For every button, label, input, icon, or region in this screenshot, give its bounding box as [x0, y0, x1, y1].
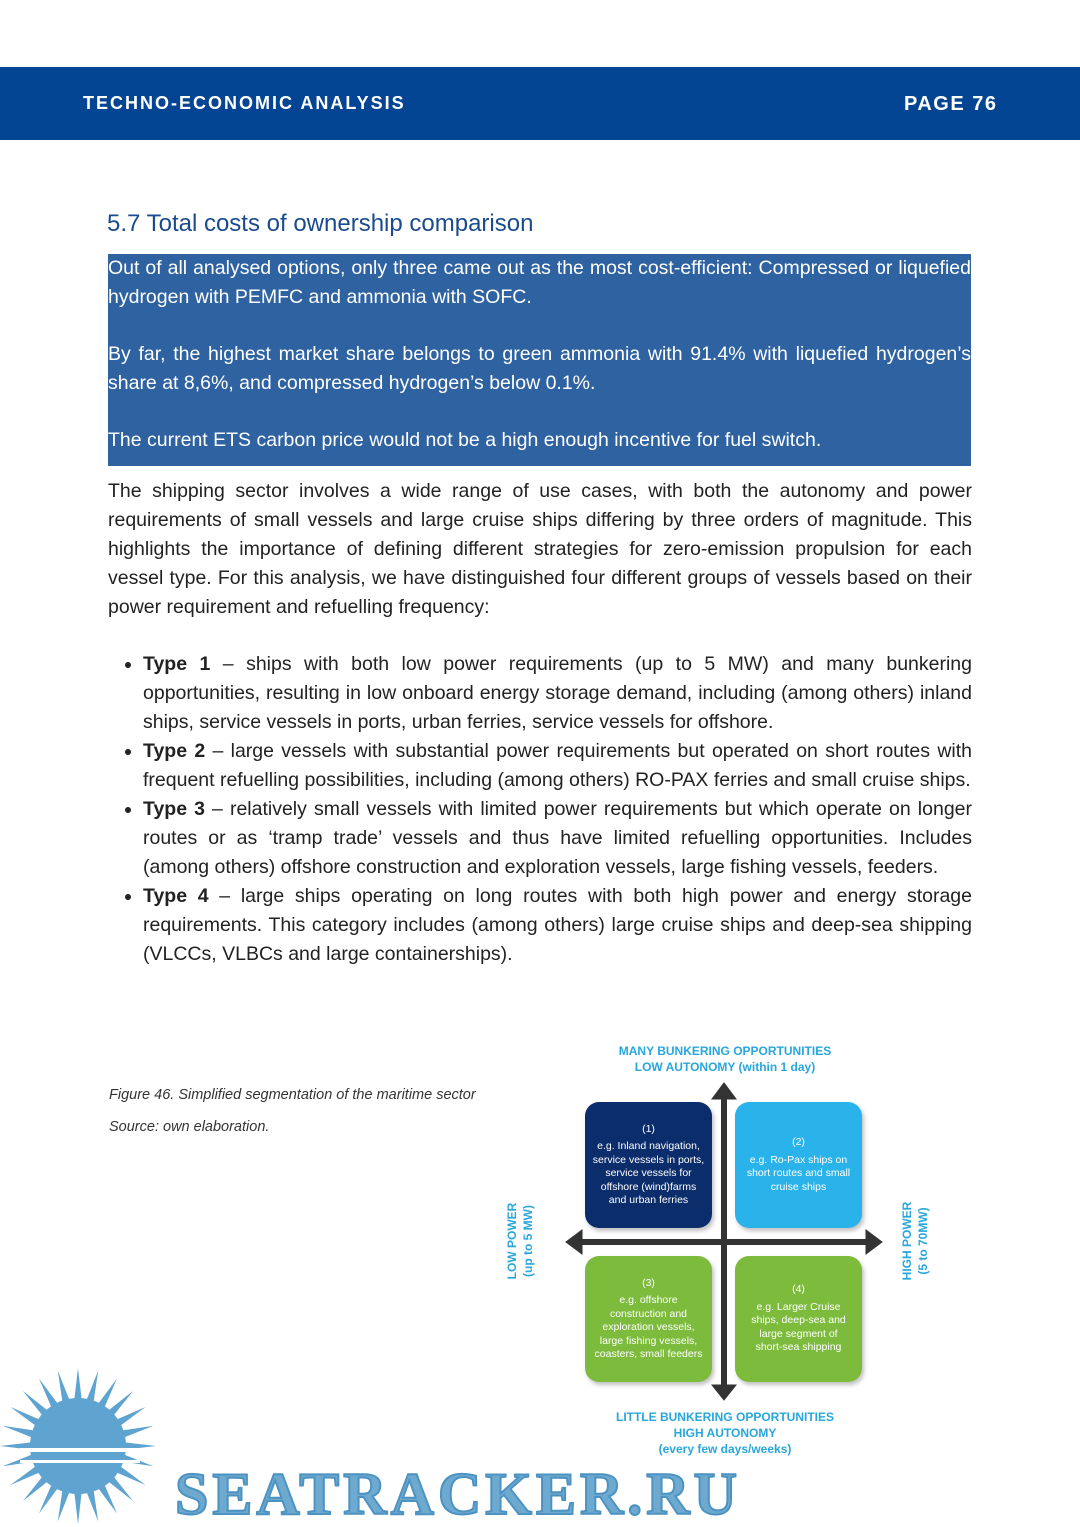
type-label: Type 4	[143, 885, 209, 907]
bottom-axis-label	[590, 1409, 860, 1457]
sun-ray	[58, 1371, 71, 1405]
label-line: (every few days/weeks)	[658, 1442, 792, 1456]
sun-ray	[10, 1464, 42, 1485]
sun-ray	[23, 1474, 50, 1501]
sun-ray	[0, 1442, 34, 1450]
label-line: LITTLE BUNKERING OPPORTUNITIES	[615, 1410, 834, 1424]
arrow-right-icon	[866, 1230, 882, 1254]
type-text: – relatively small vessels with limited power requirements but which operate on longer routes or as ‘tramp trade’ vessels and thus have limited refuelling opportunities. Includes (among others) offshore construction and exploration vessels, large fishing vessels, feeders.	[143, 798, 973, 878]
figure-caption: Figure 46. Simplified segmentation of the maritime sector	[109, 1087, 476, 1103]
sun-ray	[10, 1407, 42, 1428]
label-line: LOW AUTONOMY (within 1 day)	[634, 1060, 816, 1074]
label-line: HIGH POWER	[900, 1201, 914, 1281]
type-text: – ships with both low power requirements (up to 5 MW) and many bunkering opportunities, resulting in low onboard energy storage demand, including (among others) inland ships, service vessels in ports, urban ferries, service vessels for offshore.	[143, 653, 972, 733]
sun-ray	[106, 1391, 133, 1418]
list-item	[143, 650, 972, 737]
section-heading: 5.7 Total costs of ownership comparison	[107, 210, 534, 237]
arrow-left-icon	[566, 1230, 582, 1254]
type-label: Type 3	[143, 798, 205, 820]
quadrant-number: (1)	[642, 1122, 655, 1135]
quadrant-number: (3)	[642, 1276, 655, 1289]
sun-ray	[86, 1371, 99, 1405]
sun-ray	[74, 1490, 82, 1524]
arrow-down-icon	[712, 1385, 736, 1400]
intro-paragraph: The shipping sector involves a wide range of use cases, with both the autonomy and power requirements of small vessels and large cruise ships differing by three orders of magnitude. This highlights the importance of defining different strategies for zero-emission propulsion for each vessel type. For this analysis, we have distinguished four different groups of vessels based on their power requirement and refuelling frequency:	[108, 480, 972, 618]
left-axis-label	[504, 1181, 536, 1301]
watermark-text: SEATRACKER.RU	[175, 1461, 741, 1527]
sun-ray	[114, 1464, 146, 1485]
quadrant-3	[585, 1256, 712, 1382]
quadrant-number: (2)	[792, 1136, 805, 1148]
section-title: TECHNO-ECONOMIC ANALYSIS	[83, 93, 406, 113]
sun-ray	[39, 1378, 60, 1410]
sun-ray	[96, 1482, 117, 1514]
type-label: Type 2	[143, 740, 206, 762]
body-text	[108, 477, 972, 969]
figure-source: Source: own elaboration.	[109, 1119, 270, 1135]
page-number: PAGE 76	[904, 93, 998, 115]
type-text: – large vessels with substantial power requirements but operated on short routes with frequent refuelling possibilities, including (among others) RO-PAX ferries and small cruise ships.	[143, 740, 972, 791]
finding: Out of all analysed options, only three came out as the most cost-efficient: Compressed or liquefied hydrogen with PEMFC and ammonia with SOFC.	[108, 257, 971, 308]
sun-ray	[96, 1378, 117, 1410]
right-axis-label	[899, 1181, 931, 1301]
axes-arrows	[500, 1035, 950, 1465]
list-item	[143, 795, 972, 882]
label-line: LOW POWER	[505, 1202, 519, 1280]
type-text: – large ships operating on long routes with both high power and energy storage requirements. This category includes (among others) large cruise ships and deep-sea shipping (VLCCs, VLBCs and large containerships).	[143, 885, 972, 965]
quadrant-text: e.g. Ro-Pax ships on short routes and small cruise ships	[746, 1153, 851, 1193]
sun-ray	[106, 1474, 133, 1501]
quadrant-2	[735, 1102, 862, 1228]
list-item	[143, 882, 972, 969]
sun-ray	[3, 1454, 37, 1467]
arrow-up-icon	[712, 1083, 736, 1099]
sun-ray	[39, 1482, 60, 1514]
quadrant-4	[735, 1256, 862, 1382]
list-item	[143, 737, 972, 795]
sun-ray	[119, 1426, 153, 1439]
finding: The current ETS carbon price would not be a high enough incentive for fuel switch.	[108, 429, 822, 451]
sun-ray	[122, 1442, 156, 1450]
sun-ray	[74, 1368, 82, 1402]
quadrant-1	[585, 1102, 712, 1228]
sun-ray	[3, 1426, 37, 1439]
sun-ray	[23, 1391, 50, 1418]
quadrant-text: e.g. offshore construction and exploration vessels, large fishing vessels, coasters, small feeders	[594, 1294, 703, 1360]
quadrant-text: e.g. Larger Cruise ships, deep-sea and large segment of short-sea shipping	[751, 1300, 846, 1354]
finding: By far, the highest market share belongs to green ammonia with 91.4% with liquefied hydrogen’s share at 8,6%, and compressed hydrogen’s below 0.1%.	[108, 343, 971, 394]
page-header	[0, 67, 1080, 140]
type-label: Type 1	[143, 653, 211, 675]
sun-ray	[86, 1487, 99, 1521]
sun-ray	[119, 1454, 153, 1467]
key-findings-box	[108, 254, 971, 466]
sun-ray	[114, 1407, 146, 1428]
vessel-type-list	[108, 650, 972, 969]
quadrant-text: e.g. Inland navigation, service vessels in ports, service vessels for offshore (wind)farms and urban ferries	[592, 1140, 705, 1206]
segmentation-diagram	[500, 1035, 950, 1465]
label-line: HIGH AUTONOMY	[673, 1426, 777, 1440]
label-line: MANY BUNKERING OPPORTUNITIES	[618, 1044, 832, 1058]
sun-ray	[58, 1487, 71, 1521]
quadrant-number: (4)	[792, 1283, 805, 1296]
label-line: (up to 5 MW)	[521, 1205, 535, 1277]
label-line: (5 to 70MW)	[916, 1207, 930, 1275]
